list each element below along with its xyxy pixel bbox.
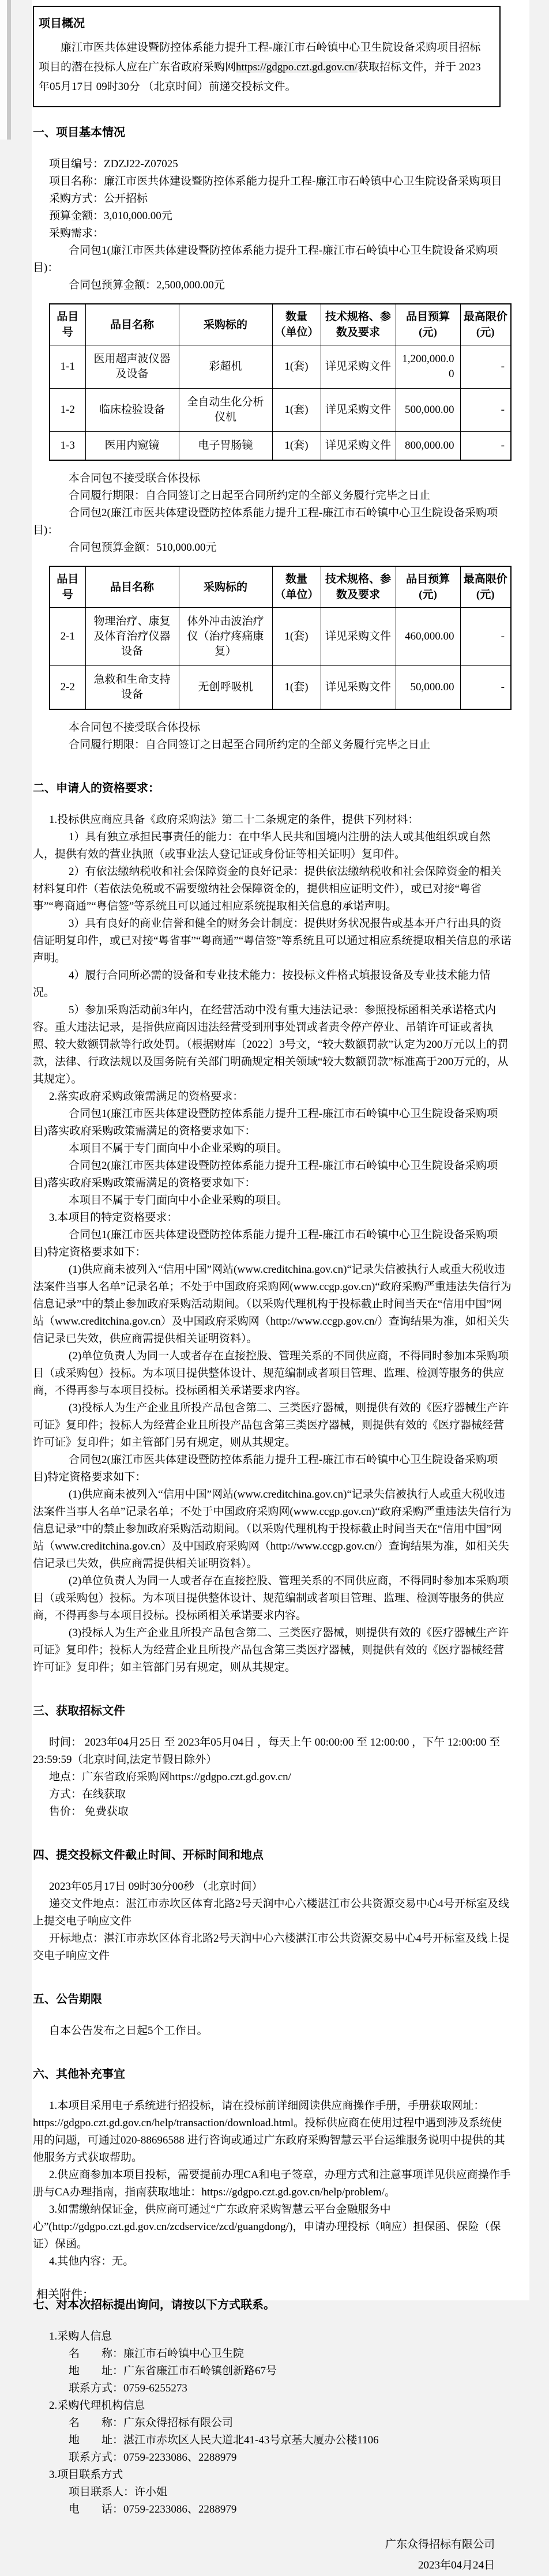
cell-item-name: 医用超声波仪器及设备 <box>85 345 179 389</box>
budget-amount-line: 预算金额：3,010,000.00元 <box>49 210 172 222</box>
qualification-item: 3）具有良好的商业信誉和健全的财务会计制度：提供财务状况报告或基本开户行出具的资信证明复印件，或已对接“粤省事”“粤商通”“粤信签”等系统且可以通过相应系统提取相关信息的承诺声明。 <box>33 917 512 964</box>
cell-quantity: 1(套) <box>272 666 321 710</box>
doc-acquire-place: 地点：广东省政府采购网https://gdgpo.czt.gd.gov.cn/ <box>49 1771 291 1783</box>
section-1-heading: 一、项目基本情况 <box>33 126 125 139</box>
supplement-item: 2.供应商参加本项目投标，需要提前办理CA和电子签章，办理方式和注意事项详见供应商操作手册与CA办理指南，指南获取地址：https://gdgpo.czt.gd.gov.cn/help/problem/。 <box>33 2169 511 2198</box>
section-6-heading: 六、其他补充事宜 <box>33 2068 125 2081</box>
overview-text-before-url: 廉江市医共体建设暨防控体系能力提升工程-廉江市石岭镇中心卫生院设备采购项目招标项目的潜在投标人应在广东省政府采购网 <box>39 42 481 73</box>
section-4-heading: 四、提交投标文件截止时间、开标时间和地点 <box>33 1849 264 1862</box>
package2-intro: 合同包2(廉江市医共体建设暨防控体系能力提升工程-廉江市石岭镇中心卫生院设备采购项目)： <box>33 507 498 536</box>
cell-target: 彩超机 <box>179 345 272 389</box>
agency-contact: 联系方式：0759-2233086、2288979 <box>69 2451 237 2464</box>
col-item-name: 品目名称 <box>85 304 179 345</box>
bid-deadline-datetime: 2023年05月17日 09时30分00秒 （北京时间） <box>49 1881 263 1893</box>
qualification-item: (2)单位负责人为同一人或者存在直接控股、管理关系的不同供应商，不得同时参加本采购项目（或采购包）投标。为本项目提供整体设计、规范编制或者项目管理、监理、检测等服务的供应商，不得再参与本项目投标。投标函相关承诺要求内容。 <box>33 1350 509 1397</box>
procurement-method-line: 采购方式：公开招标 <box>49 193 148 205</box>
cell-spec: 详见采购文件 <box>321 666 396 710</box>
cell-item-no: 1-3 <box>50 432 85 461</box>
cell-spec: 详见采购文件 <box>321 608 396 666</box>
procurement-demand-line: 采购需求： <box>49 227 104 239</box>
package1-items-table <box>49 303 512 461</box>
section-7-heading: 七、对本次招标提出询问，请按以下方式联系。 <box>33 2299 275 2311</box>
supplement-item: 1.本项目采用电子系统进行招投标，请在投标前详细阅读供应商操作手册，手册获取网址：https://gdgpo.czt.gd.gov.cn/help/transaction/download.html。投标供应商在使用过程中遇到涉及系统使用的问题，可通过020-88696588 进行咨询或通过广东政府采购智慧云平台运维服务说明中提供的其他服务方式获取帮助。 <box>33 2100 505 2164</box>
qualification-item: 合同包1(廉江市医共体建设暨防控体系能力提升工程-廉江市石岭镇中心卫生院设备采购项目)落实政府采购政策需满足的资格要求如下： <box>33 1108 498 1137</box>
overview-title: 项目概况 <box>39 17 85 30</box>
project-number-line: 项目编号：ZDZJ22-Z07025 <box>49 158 178 170</box>
signature-company: 广东众得招标有限公司 <box>385 2539 495 2551</box>
qualification-item: (1)供应商未被列入“信用中国”网站(www.creditchina.gov.cn)“记录失信被执行人或重大税收违法案件当事人名单”记录名单；不处于中国政府采购网(www.ccgp.gov.cn)“政府采购严重违法失信行为信息记录”中的禁止参加政府采购活动期间。（以采购代理机构于投标截止时间当天在“信用中国”网站（www.creditchina.gov.cn）及中国政府采购网（http://www.ccgp.gov.cn/）查询结果为准，如相关失信记录已失效，供应商需提供相关证明资料）。 <box>33 1263 512 1345</box>
agency-info-label: 2.采购代理机构信息 <box>49 2400 145 2412</box>
col-item-name: 品目名称 <box>85 566 179 608</box>
col-item-budget: 品目预算(元) <box>396 304 460 345</box>
qualification-item: 4）履行合同所必需的设备和专业技术能力：按投标文件格式填报设备及专业技术能力情况。 <box>33 969 491 999</box>
package1-contract-duration: 合同履行期限：自合同签订之日起至合同所约定的全部义务履行完毕之日止 <box>69 490 431 502</box>
section-2-heading: 二、申请人的资格要求： <box>33 782 160 795</box>
cell-max-price: - <box>460 389 511 432</box>
col-quantity: 数量（单位） <box>272 304 321 345</box>
col-procurement-target: 采购标的 <box>179 304 272 345</box>
qualification-item: (1)供应商未被列入“信用中国”网站(www.creditchina.gov.cn)“记录失信被执行人或重大税收违法案件当事人名单”记录名单；不处于中国政府采购网(www.ccgp.gov.cn)“政府采购严重违法失信行为信息记录”中的禁止参加政府采购活动期间。（以采购代理机构于投标截止时间当天在“信用中国”网站（www.creditchina.gov.cn）及中国政府采购网（http://www.ccgp.gov.cn/）查询结果为准，如相关失信记录已失效，供应商需提供相关证明资料）。 <box>33 1488 512 1570</box>
qualification-item: 2）有依法缴纳税收和社会保障资金的良好记录：提供依法缴纳税收和社会保障资金的相关材料复印件（若依法免税或不需要缴纳社会保障资金的，提供相应证明文件），或已对接“粤省事”“粤商通”“粤信签”等系统且可以通过相应系统提取相关信息的承诺声明。 <box>33 866 502 912</box>
purchaser-address: 地 址：广东省廉江市石岭镇创新路67号 <box>69 2365 277 2377</box>
overview-paragraph <box>39 38 491 97</box>
package2-budget: 合同包预算金额：510,000.00元 <box>69 541 217 554</box>
signature-date: 2023年04月24日 <box>418 2559 495 2571</box>
table-header-row <box>50 304 511 345</box>
col-max-price: 最高限价(元) <box>460 566 511 608</box>
qualification-item: 1.投标供应商应具备《政府采购法》第二十二条规定的条件，提供下列材料： <box>49 814 419 826</box>
cell-item-no: 1-1 <box>50 345 85 389</box>
cell-budget: 800,000.00 <box>396 432 460 461</box>
col-procurement-target: 采购标的 <box>179 566 272 608</box>
col-item-budget: 品目预算(元) <box>396 566 460 608</box>
supplement-item: 3.如需缴纳保证金，供应商可通过“广东政府采购智慧云平台金融服务中心”(http://gdgpo.czt.gd.gov.cn/zcdservice/zcd/guangdong/)，申请办理投标（响应）担保函、保险（保证）保函。 <box>33 2203 501 2250</box>
cell-target: 全自动生化分析仪机 <box>179 389 272 432</box>
project-name-line: 项目名称：廉江市医共体建设暨防控体系能力提升工程-廉江市石岭镇中心卫生院设备采购项目 <box>49 175 502 187</box>
table-header-row <box>50 566 511 608</box>
purchaser-info-label: 1.采购人信息 <box>49 2330 112 2342</box>
cell-max-price: - <box>460 666 511 710</box>
qualification-item: 本项目不属于专门面向中小企业采购的项目。 <box>69 1142 288 1155</box>
cell-target: 体外冲击波治疗仪（治疗疼痛康复） <box>179 608 272 666</box>
cell-item-name: 临床检验设备 <box>85 389 179 432</box>
qualification-item: (3)投标人为生产企业且所投产品包含第二、三类医疗器械，则提供有效的《医疗器械生产许可证》复印件；投标人为经营企业且所投产品包含第三类医疗器械，则提供有效的《医疗器械经营许可证》复印件；如主管部门另有规定，则从其规定。 <box>33 1402 509 1449</box>
package1-no-joint-bid-note: 本合同包不接受联合体投标 <box>69 472 201 484</box>
doc-acquire-method: 方式：在线获取 <box>49 1788 126 1800</box>
col-tech-spec: 技术规格、参数及要求 <box>321 304 396 345</box>
qualification-item: 合同包2(廉江市医共体建设暨防控体系能力提升工程-廉江市石岭镇中心卫生院设备采购项目)特定资格要求如下： <box>33 1454 498 1483</box>
package2-contract-duration: 合同履行期限：自合同签订之日起至合同所约定的全部义务履行完毕之日止 <box>69 739 431 751</box>
col-item-no: 品目号 <box>50 566 85 608</box>
bid-submit-place: 递交文件地点：湛江市赤坎区体育北路2号天润中心六楼湛江市公共资源交易中心4号开标室及线上提交电子响应文件 <box>33 1898 510 1927</box>
signature-block <box>33 2534 512 2576</box>
doc-acquire-price: 售价： 免费获取 <box>49 1806 129 1818</box>
cell-spec: 详见采购文件 <box>321 432 396 461</box>
col-tech-spec: 技术规格、参数及要求 <box>321 566 396 608</box>
section-5-heading: 五、公告期限 <box>33 1993 102 2006</box>
overview-text-after-url: 获取招标文件，并于 2023年05月17日 09时30分 （北京时间）前递交投标文件。 <box>39 61 481 93</box>
table-row <box>50 608 511 666</box>
agency-address: 地 址：湛江市赤坎区人民大道北41-43号京基大厦办公楼1106 <box>69 2434 379 2446</box>
cell-item-no: 2-1 <box>50 608 85 666</box>
cell-quantity: 1(套) <box>272 345 321 389</box>
cell-max-price: - <box>460 345 511 389</box>
package2-items-table <box>49 566 512 710</box>
cell-max-price: - <box>460 432 511 461</box>
qualification-item: 2.落实政府采购政策需满足的资格要求： <box>49 1090 244 1103</box>
cell-budget: 500,000.00 <box>396 389 460 432</box>
table-row <box>50 345 511 389</box>
bid-opening-place: 开标地点：湛江市赤坎区体育北路2号天润中心六楼湛江市公共资源交易中心4号开标室及线上提交电子响应文件 <box>33 1932 510 1962</box>
cell-target: 电子胃肠镜 <box>179 432 272 461</box>
document-panel <box>32 0 529 2571</box>
project-contact-phone: 电 话：0759-2233086、2288979 <box>69 2503 237 2515</box>
qualification-item: (2)单位负责人为同一人或者存在直接控股、管理关系的不同供应商，不得同时参加本采购项目（或采购包）投标。为本项目提供整体设计、规范编制或者项目管理、监理、检测等服务的供应商，不得再参与本项目投标。投标函相关承诺要求内容。 <box>33 1575 509 1622</box>
cell-budget: 50,000.00 <box>396 666 460 710</box>
cell-spec: 详见采购文件 <box>321 345 396 389</box>
cell-max-price: - <box>460 608 511 666</box>
qualification-item: 5）参加采购活动前3年内，在经营活动中没有重大违法记录：参照投标函相关承诺格式内容。重大违法记录，是指供应商因违法经营受到刑事处罚或者责令停产停业、吊销许可证或者执照、较大数额罚款等行政处罚。（根据财库〔2022〕3号文，“较大数额罚款”认定为200万元以上的罚款，法律、行政法规以及国务院有关部门明确规定相关领域“较大数额罚款”标准高于200万元的，从其规定）。 <box>33 1004 509 1085</box>
col-item-no: 品目号 <box>50 304 85 345</box>
page-edge-divider <box>7 0 11 140</box>
supplement-item: 4.其他内容：无。 <box>49 2255 134 2267</box>
qualification-item: 1）具有独立承担民事责任的能力：在中华人民共和国境内注册的法人或其他组织或自然人，提供有效的营业执照（或事业法人登记证或身份证等相关证明）复印件。 <box>33 831 491 860</box>
col-quantity: 数量（单位） <box>272 566 321 608</box>
doc-acquire-time: 时间： 2023年04月25日 至 2023年05月04日 ，每天上午 00:00:00 至 12:00:00 ，下午 12:00:00 至 23:59:59（北京时间,法定节假日除外） <box>33 1736 501 1766</box>
announcement-period: 自本公告发布之日起5个工作日。 <box>49 2025 208 2037</box>
table-row <box>50 432 511 461</box>
procurement-site-url: https://gdgpo.czt.gd.gov.cn/ <box>236 61 358 73</box>
table-row <box>50 389 511 432</box>
cell-quantity: 1(套) <box>272 432 321 461</box>
project-contact-person: 项目联系人：许小姐 <box>69 2486 168 2498</box>
page-edge-strip <box>0 0 7 140</box>
cell-item-name: 物理治疗、康复及体育治疗仪器设备 <box>85 608 179 666</box>
qualification-item: (3)投标人为生产企业且所投产品包含第二、三类医疗器械，则提供有效的《医疗器械生产许可证》复印件；投标人为经营企业且所投产品包含第三类医疗器械，则提供有效的《医疗器械经营许可证》复印件；如主管部门另有规定，则从其规定。 <box>33 1627 509 1674</box>
cell-budget: 460,000.00 <box>396 608 460 666</box>
cell-target: 无创呼吸机 <box>179 666 272 710</box>
qualification-item: 合同包2(廉江市医共体建设暨防控体系能力提升工程-廉江市石岭镇中心卫生院设备采购项目)落实政府采购政策需满足的资格要求如下： <box>33 1160 498 1189</box>
cell-quantity: 1(套) <box>272 608 321 666</box>
cell-item-name: 医用内窥镜 <box>85 432 179 461</box>
attachments-label: 相关附件： <box>36 2288 94 2301</box>
col-max-price: 最高限价(元) <box>460 304 511 345</box>
table-row <box>50 666 511 710</box>
package1-intro: 合同包1(廉江市医共体建设暨防控体系能力提升工程-廉江市石岭镇中心卫生院设备采购项目)： <box>33 245 498 274</box>
package1-budget: 合同包预算金额：2,500,000.00元 <box>69 279 225 291</box>
purchaser-contact: 联系方式：0759-6255273 <box>69 2382 187 2394</box>
cell-item-name: 急救和生命支持设备 <box>85 666 179 710</box>
qualification-item: 合同包1(廉江市医共体建设暨防控体系能力提升工程-廉江市石岭镇中心卫生院设备采购项目)特定资格要求如下： <box>33 1229 498 1258</box>
cell-spec: 详见采购文件 <box>321 389 396 432</box>
cell-item-no: 2-2 <box>50 666 85 710</box>
package2-no-joint-bid-note: 本合同包不接受联合体投标 <box>69 721 201 734</box>
agency-name: 名 称：广东众得招标有限公司 <box>69 2417 234 2429</box>
cell-quantity: 1(套) <box>272 389 321 432</box>
cell-budget: 1,200,000.00 <box>396 345 460 389</box>
qualification-item: 3.本项目的特定资格要求： <box>49 1212 178 1224</box>
purchaser-name: 名 称：廉江市石岭镇中心卫生院 <box>69 2348 245 2360</box>
section-3-heading: 三、获取招标文件 <box>33 1705 125 1717</box>
document-content <box>32 6 529 2576</box>
project-overview-box <box>33 6 501 107</box>
qualification-item: 本项目不属于专门面向中小企业采购的项目。 <box>69 1194 288 1206</box>
project-contact-label: 3.项目联系方式 <box>49 2469 123 2481</box>
cell-item-no: 1-2 <box>50 389 85 432</box>
